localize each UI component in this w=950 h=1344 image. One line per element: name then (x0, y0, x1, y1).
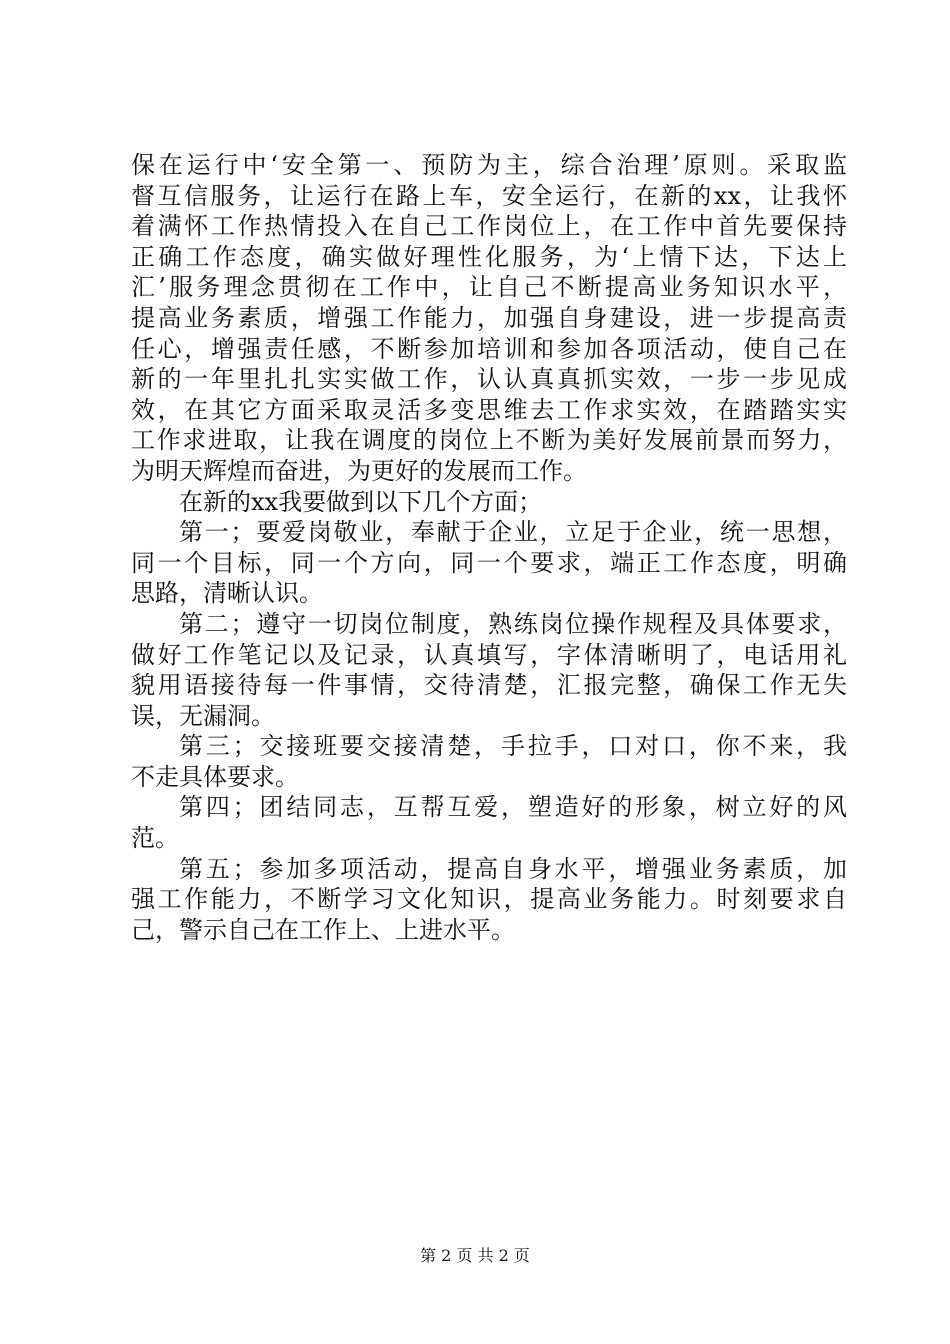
paragraph (131, 487, 847, 518)
text-line: 己，警示自己在工作上、上进水平。 (131, 915, 515, 944)
text-line: 第一；要爱岗敬业，奉献于企业，立足于企业，统一思想， (179, 518, 847, 547)
text-line: 做好工作笔记以及记录，认真填写，字体清晰明了，电话用礼 (131, 640, 847, 669)
page-footer: 第 2 页 共 2 页 (420, 1246, 530, 1265)
paragraph (131, 609, 847, 731)
text-line: 第五；参加多项活动，提高自身水平，增强业务素质，加 (179, 854, 847, 883)
text-line: 第四；团结同志，互帮互爱，塑造好的形象，树立好的风 (179, 793, 847, 822)
text-line: 工作求进取，让我在调度的岗位上不断为美好发展前景而努力， (131, 426, 847, 455)
text-line: 效，在其它方面采取灵活多变思维去工作求实效，在踏踏实实 (131, 395, 847, 424)
text-line: 任心，增强责任感，不断参加培训和参加各项活动，使自己在 (131, 334, 847, 363)
document-body (131, 150, 847, 945)
text-line: 正确工作态度，确实做好理性化服务，为‘上情下达，下达上 (131, 242, 847, 271)
text-line: 第三；交接班要交接清楚，手拉手，口对口，你不来，我 (179, 732, 847, 761)
text-line: 思路，清晰认识。 (131, 579, 323, 608)
text-line: 在新的xx我要做到以下几个方面； (179, 487, 543, 516)
paragraph (131, 731, 847, 792)
paragraph (131, 150, 847, 487)
text-line: 范。 (131, 824, 179, 853)
text-line: 新的一年里扎扎实实做工作，认认真真抓实效，一步一步见成 (131, 365, 847, 394)
paragraph (131, 792, 847, 853)
text-line: 汇’服务理念贯彻在工作中，让自己不断提高业务知识水平， (131, 273, 847, 302)
text-line: 不走具体要求。 (131, 762, 299, 791)
text-line: 提高业务素质，增强工作能力，加强自身建设，进一步提高责 (131, 303, 847, 332)
text-line: 督互信服务，让运行在路上车，安全运行，在新的xx，让我怀 (131, 181, 847, 210)
text-line: 貌用语接待每一件事情，交待清楚，汇报完整，确保工作无失 (131, 671, 847, 700)
text-line: 为明天辉煌而奋进，为更好的发展而工作。 (131, 456, 587, 485)
text-line: 同一个目标，同一个方向，同一个要求，端正工作态度，明确 (131, 548, 847, 577)
text-line: 保在运行中‘安全第一、预防为主，综合治理’原则。采取监 (131, 151, 847, 179)
paragraph (131, 517, 847, 609)
paragraph (131, 854, 847, 946)
text-line: 误，无漏洞。 (131, 701, 275, 730)
text-line: 着满怀工作热情投入在自己工作岗位上，在工作中首先要保持 (131, 212, 847, 241)
text-line: 第二；遵守一切岗位制度，熟练岗位操作规程及具体要求， (179, 609, 847, 638)
text-line: 强工作能力，不断学习文化知识，提高业务能力。时刻要求自 (131, 885, 847, 914)
